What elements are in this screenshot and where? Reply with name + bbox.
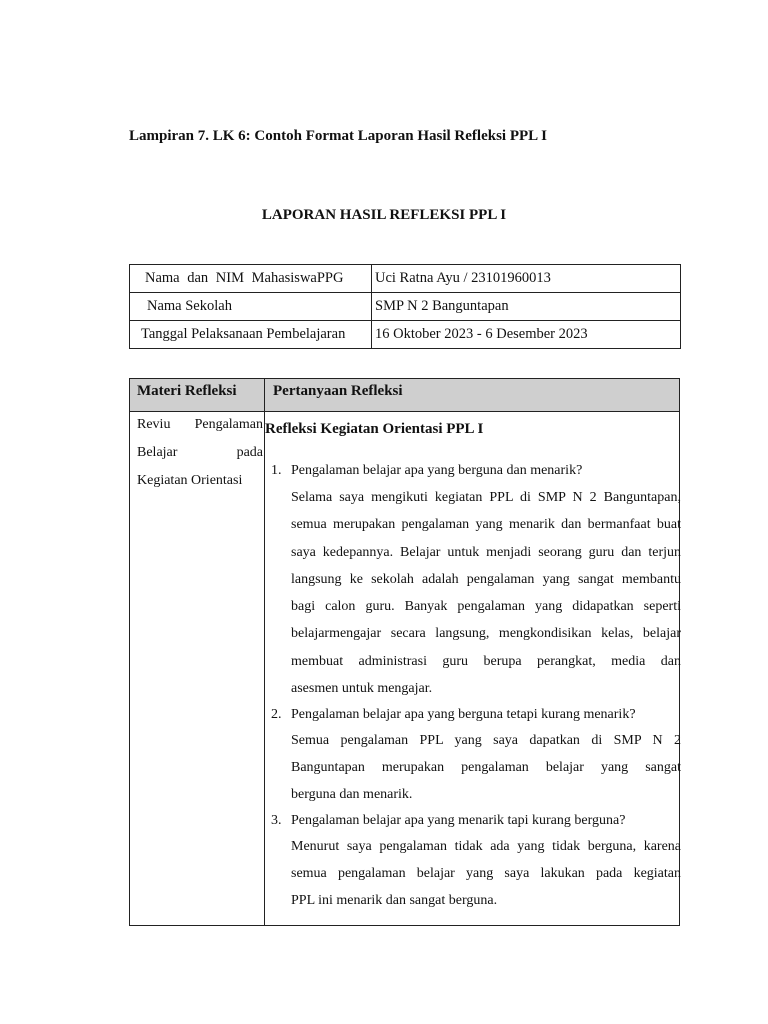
answer-line: Selama saya mengikuti kegiatan PPL di SMP N 2 Banguntapan, bbox=[291, 490, 681, 505]
answer-line: Semua pengalaman PPL yang saya dapatkan di SMP N 2 bbox=[291, 733, 681, 749]
question-item bbox=[271, 808, 681, 834]
materi-word: Reviu bbox=[137, 417, 171, 432]
answer-line: langsung ke sekolah adalah pengalaman yang sangat membantu bbox=[291, 571, 681, 587]
answer-text bbox=[291, 728, 681, 808]
question-number: 3. bbox=[271, 813, 282, 829]
answer-line: asesmen untuk mengajar. bbox=[291, 681, 433, 697]
identity-value: SMP N 2 Banguntapan bbox=[372, 293, 681, 321]
question-number: 1. bbox=[271, 463, 282, 478]
materi-cell bbox=[137, 411, 263, 495]
answer-line: Banguntapan merupakan pengalaman belajar yang sangat bbox=[291, 760, 681, 776]
question-text: Pengalaman belajar apa yang berguna tetapi kurang menarik? bbox=[291, 707, 636, 723]
section-title: Refleksi Kegiatan Orientasi PPL I bbox=[265, 421, 484, 437]
identity-row bbox=[130, 321, 681, 349]
identity-row bbox=[130, 265, 681, 293]
answer-line: bagi calon guru. Banyak pengalaman yang didapatkan seperti bbox=[291, 599, 681, 615]
materi-word: pada bbox=[236, 445, 263, 460]
answer-line: membuat administrasi guru berupa perangkat, media dan bbox=[291, 653, 681, 669]
identity-table bbox=[129, 264, 681, 349]
question-item bbox=[271, 458, 681, 484]
identity-label: Nama Sekolah bbox=[130, 293, 372, 321]
reflection-table bbox=[129, 378, 680, 926]
column-divider bbox=[264, 379, 265, 925]
column-header-pertanyaan: Pertanyaan Refleksi bbox=[273, 383, 403, 399]
attachment-title: Lampiran 7. LK 6: Contoh Format Laporan Hasil Refleksi PPL I bbox=[129, 128, 547, 144]
question-item bbox=[271, 702, 681, 728]
answer-line: berguna dan menarik. bbox=[291, 786, 413, 802]
report-title: LAPORAN HASIL REFLEKSI PPL I bbox=[261, 207, 507, 223]
materi-word: Pengalaman bbox=[194, 417, 263, 432]
reflection-table-header bbox=[130, 379, 679, 412]
column-header-materi: Materi Refleksi bbox=[137, 383, 237, 399]
identity-label: Tanggal Pelaksanaan Pembelajaran bbox=[130, 321, 372, 349]
materi-word: Belajar bbox=[137, 445, 178, 460]
materi-line bbox=[137, 439, 263, 467]
answer-line: belajarmengajar secara langsung, mengkondisikan kelas, belajar bbox=[291, 626, 681, 642]
answer-text bbox=[291, 834, 681, 914]
materi-line bbox=[137, 411, 263, 439]
question-list bbox=[271, 458, 681, 915]
answer-line: PPL ini menarik dan sangat berguna. bbox=[291, 892, 498, 908]
answer-line: Menurut saya pengalaman tidak ada yang tidak berguna, karena bbox=[291, 839, 681, 855]
question-text: Pengalaman belajar apa yang berguna dan menarik? bbox=[291, 463, 583, 478]
identity-label: Nama dan NIM MahasiswaPPG bbox=[130, 265, 372, 293]
identity-value: Uci Ratna Ayu / 23101960013 bbox=[372, 265, 681, 293]
answer-line: saya kedepannya. Belajar untuk menjadi seorang guru dan terjun bbox=[291, 544, 681, 560]
identity-value: 16 Oktober 2023 - 6 Desember 2023 bbox=[372, 321, 681, 349]
materi-line: Kegiatan Orientasi bbox=[137, 473, 243, 488]
answer-line: semua merupakan pengalaman yang menarik dan bermanfaat buat bbox=[291, 517, 681, 533]
question-text: Pengalaman belajar apa yang menarik tapi kurang berguna? bbox=[291, 813, 626, 829]
answer-line: semua pengalaman belajar yang saya lakukan pada kegiatan bbox=[291, 866, 681, 882]
answer-text bbox=[291, 484, 681, 702]
question-number: 2. bbox=[271, 707, 282, 723]
identity-row bbox=[130, 293, 681, 321]
